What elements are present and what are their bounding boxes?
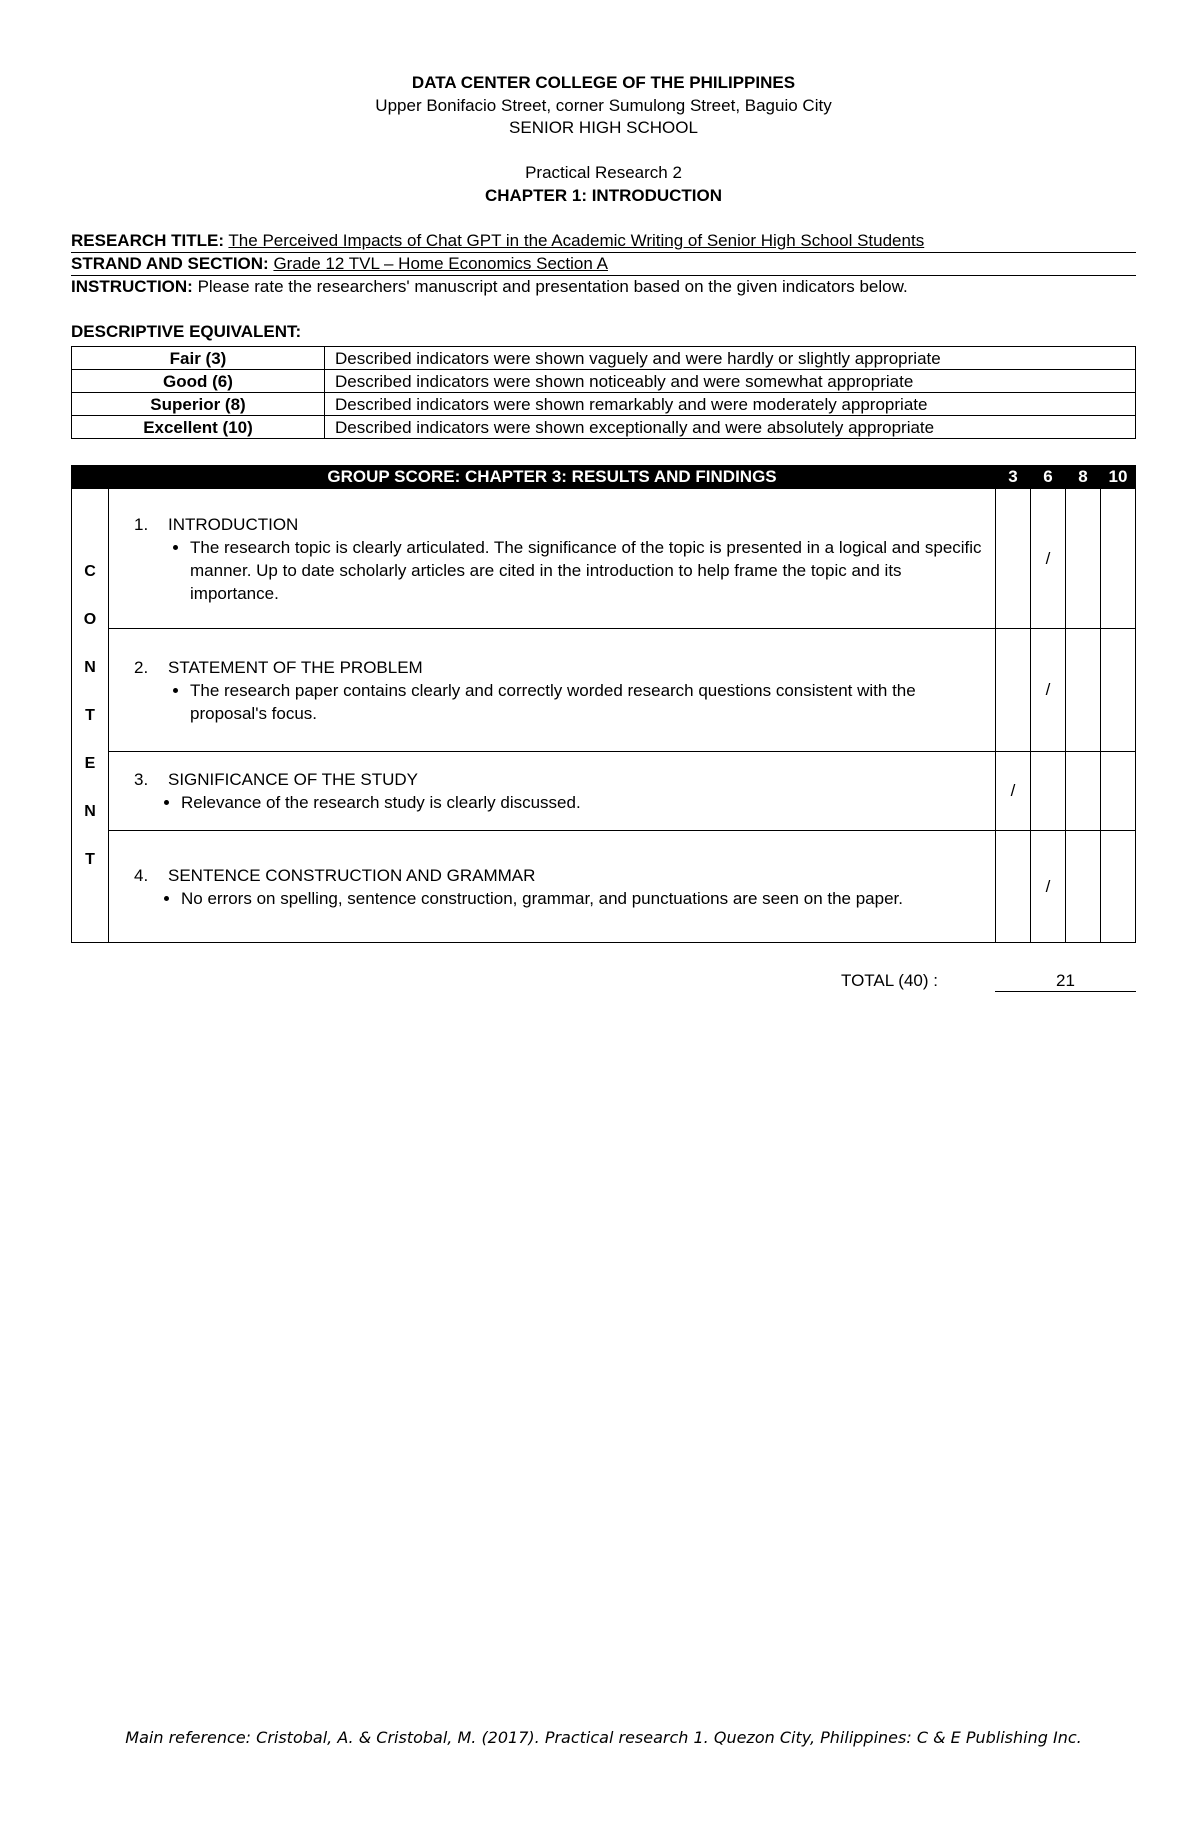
side-letter: T <box>85 706 95 724</box>
criterion-significance <box>109 752 996 831</box>
score-cell-6: / <box>1031 629 1066 752</box>
level-description: Described indicators were shown vaguely and were hardly or slightly appropriate <box>325 347 1136 370</box>
criterion-number: 2. <box>134 657 149 677</box>
criterion-row <box>72 831 1136 943</box>
research-title-value: The Perceived Impacts of Chat GPT in the Academic Writing of Senior High School Students <box>228 231 925 250</box>
score-cell-10 <box>1101 629 1136 752</box>
score-cell-8 <box>1066 489 1101 629</box>
table-row <box>72 416 1136 439</box>
course-name: Practical Research 2 <box>525 163 682 182</box>
score-table-header <box>72 466 1136 489</box>
criterion-indicator: • The research topic is clearly articulated. The significance of the topic is presented in a logical and specific manner. Up to date scholarly articles are cited in the introduction to help frame the topic and its importance. <box>190 536 985 605</box>
criterion-grammar <box>109 831 996 943</box>
score-cell-6: / <box>1031 831 1066 943</box>
descriptive-equivalent-table <box>71 346 1136 439</box>
total-label: TOTAL (40) : <box>841 971 938 990</box>
strand-section-label: STRAND AND SECTION: <box>71 254 269 273</box>
chapter-title: CHAPTER 1: INTRODUCTION <box>484 185 723 205</box>
research-title-label: RESEARCH TITLE: <box>71 231 224 250</box>
criterion-introduction <box>109 489 996 629</box>
criterion-title: SIGNIFICANCE OF THE STUDY <box>168 770 418 789</box>
content-side-label <box>72 489 109 943</box>
score-cell-3 <box>996 629 1031 752</box>
group-score-table <box>71 465 1136 943</box>
criterion-row <box>72 752 1136 831</box>
strand-section-value: Grade 12 TVL – Home Economics Section A <box>273 254 608 273</box>
table-row <box>72 370 1136 393</box>
score-column-header: 3 <box>996 466 1031 489</box>
side-letter: O <box>83 610 97 628</box>
score-cell-10 <box>1101 752 1136 831</box>
score-cell-6: / <box>1031 489 1066 629</box>
research-title-line <box>71 230 1136 253</box>
score-cell-10 <box>1101 831 1136 943</box>
score-cell-10 <box>1101 489 1136 629</box>
score-column-header: 10 <box>1101 466 1136 489</box>
level-label: Good (6) <box>72 370 325 393</box>
criterion-number: 4. <box>134 865 149 885</box>
instruction-label: INSTRUCTION: <box>71 277 193 296</box>
criterion-title: INTRODUCTION <box>168 514 299 534</box>
level-label: Superior (8) <box>72 393 325 416</box>
level-description: Described indicators were shown exceptionally and were absolutely appropriate <box>325 416 1136 439</box>
instruction-text: Please rate the researchers' manuscript and presentation based on the given indicators below. <box>197 277 908 296</box>
level-label: Fair (3) <box>72 347 325 370</box>
criterion-title: SENTENCE CONSTRUCTION AND GRAMMAR <box>168 865 536 885</box>
criterion-row <box>72 489 1136 629</box>
criterion-indicator: • No errors on spelling, sentence construction, grammar, and punctuations are seen on the paper. <box>181 887 985 910</box>
side-letter: T <box>85 850 95 868</box>
criterion-statement-of-problem <box>109 629 996 752</box>
header-spacer <box>72 466 109 489</box>
score-cell-8 <box>1066 831 1101 943</box>
table-row <box>72 393 1136 416</box>
group-score-heading: GROUP SCORE: CHAPTER 3: RESULTS AND FINDINGS <box>109 466 996 489</box>
score-cell-3: / <box>996 752 1031 831</box>
table-row <box>72 347 1136 370</box>
side-letter: N <box>84 802 96 820</box>
side-letter: E <box>84 754 96 772</box>
score-cell-3 <box>996 831 1031 943</box>
criterion-indicator: • The research paper contains clearly and correctly worded research questions consistent with the proposal's focus. <box>190 679 985 725</box>
criterion-number: 3. <box>134 770 149 789</box>
institution-name: DATA CENTER COLLEGE OF THE PHILIPPINES <box>411 73 796 92</box>
criterion-number: 1. <box>134 514 149 534</box>
criterion-title: STATEMENT OF THE PROBLEM <box>168 657 423 677</box>
score-column-header: 8 <box>1066 466 1101 489</box>
strand-section-line <box>71 253 1136 276</box>
score-cell-6 <box>1031 752 1066 831</box>
total-score: 21 <box>995 971 1136 992</box>
score-column-header: 6 <box>1031 466 1066 489</box>
side-letter: N <box>84 658 96 676</box>
score-cell-8 <box>1066 752 1101 831</box>
criterion-row <box>72 629 1136 752</box>
instruction-line <box>71 276 1136 298</box>
level-description: Described indicators were shown remarkably and were moderately appropriate <box>325 393 1136 416</box>
score-cell-3 <box>996 489 1031 629</box>
criterion-indicator: • Relevance of the research study is clearly discussed. <box>181 791 985 814</box>
side-letter: C <box>84 562 96 580</box>
document-header <box>71 72 1136 140</box>
level-label: Excellent (10) <box>72 416 325 439</box>
level-description: Described indicators were shown noticeably and were somewhat appropriate <box>325 370 1136 393</box>
reference-footer: Main reference: Cristobal, A. & Cristobal, M. (2017). Practical research 1. Quezon City, Philippines: C & E Publishing Inc. <box>125 1728 1082 1747</box>
score-cell-8 <box>1066 629 1101 752</box>
institution-address: Upper Bonifacio Street, corner Sumulong Street, Baguio City <box>375 95 832 115</box>
descriptive-equivalent-label: DESCRIPTIVE EQUIVALENT: <box>71 322 302 341</box>
course-header <box>71 162 1136 207</box>
department: SENIOR HIGH SCHOOL <box>509 118 698 137</box>
